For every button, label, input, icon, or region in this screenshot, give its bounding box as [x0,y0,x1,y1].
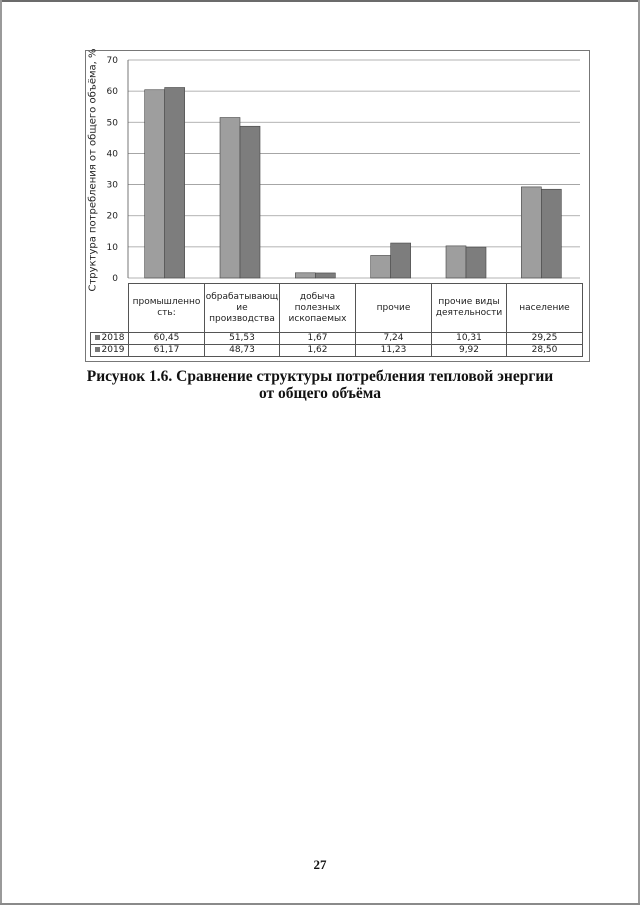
bar-2018 [220,118,240,278]
legend-entry [91,345,129,357]
bar-2018 [295,273,315,278]
table-corner [91,284,129,333]
legend-swatch [95,347,100,352]
y-tick-label: 60 [106,87,118,98]
data-label: 60,45 [129,333,205,345]
bar-2019 [391,243,411,278]
category-label: добыча полезных ископаемых [280,284,356,333]
table-row [91,345,583,357]
y-tick-label: 10 [106,242,118,253]
table-header-row [91,284,583,333]
table-row [91,333,583,345]
y-tick-label: 50 [106,118,118,129]
data-label: 11,23 [356,345,432,357]
bar-2019 [165,87,185,278]
bar-2019 [240,126,260,278]
bar-2019 [315,273,335,278]
category-label: прочие [356,284,432,333]
legend-label: 2019 [101,345,125,355]
y-tick-label: 20 [106,211,118,222]
bar-2018 [371,255,391,278]
category-label: промышленно сть: [129,284,205,333]
data-label: 28,50 [507,345,583,357]
page-number: 27 [313,857,327,872]
data-label: 48,73 [205,345,280,357]
data-label: 1,67 [280,333,356,345]
bar-2018 [446,246,466,278]
legend-label: 2018 [101,333,125,343]
figure-caption-line-2: от общего объёма [258,385,381,402]
data-label: 1,62 [280,345,356,357]
data-label: 9,92 [432,345,507,357]
data-label: 10,31 [432,333,507,345]
y-tick-label: 70 [106,56,118,66]
data-label: 7,24 [356,333,432,345]
bar-2018 [145,90,165,278]
data-table [90,283,583,357]
y-tick-label: 40 [106,149,118,160]
category-label: обрабатывающ ие производства [205,284,280,333]
data-label: 61,17 [129,345,205,357]
category-label: прочие виды деятельности [432,284,507,333]
y-axis-label: Структура потребления от общего объёма, % [87,48,99,292]
data-label: 29,25 [507,333,583,345]
data-label: 51,53 [205,333,280,345]
legend-swatch [95,335,100,340]
legend-entry [91,333,129,345]
category-label: население [507,284,583,333]
bar-2019 [466,247,486,278]
bar-2019 [541,189,561,278]
y-tick-label: 0 [112,274,118,284]
y-tick-label: 30 [106,180,118,191]
bar-2018 [521,187,541,278]
figure-caption-line-1: Рисунок 1.6. Сравнение структуры потребления тепловой энергии [86,368,554,385]
